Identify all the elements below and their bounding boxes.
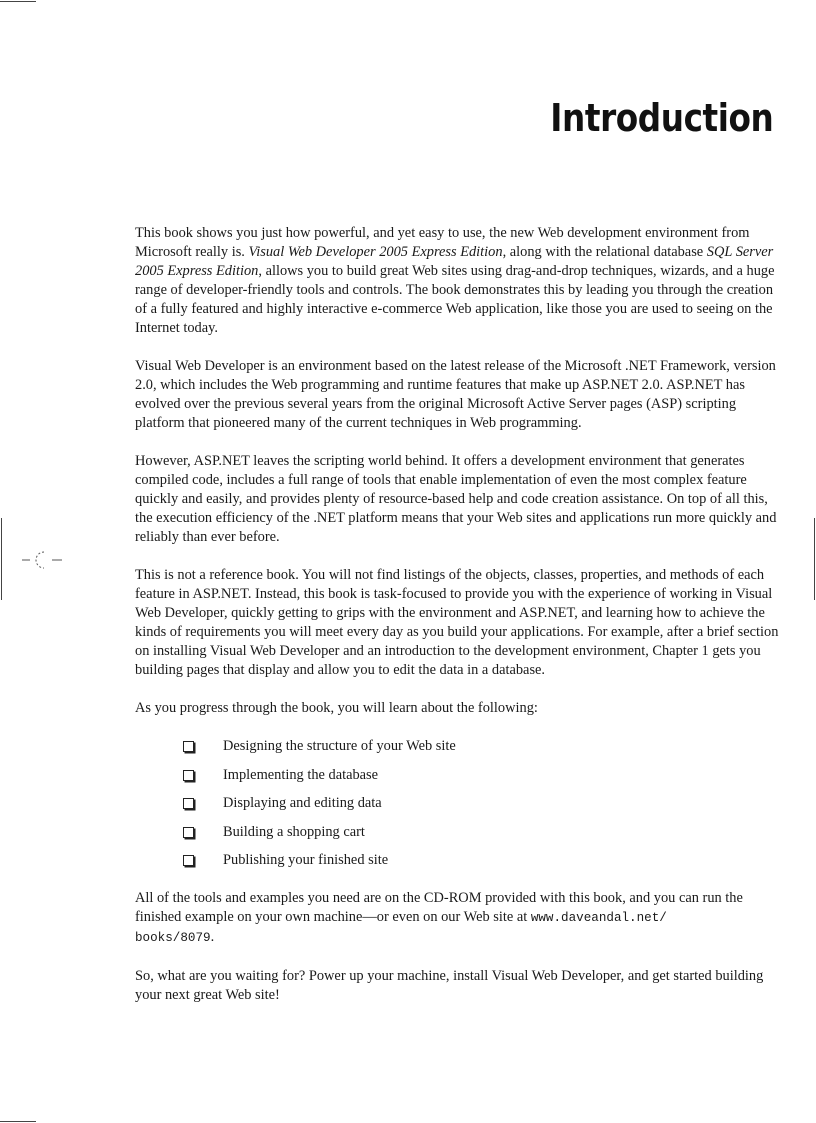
paragraph: As you progress through the book, you will learn about the following: [135,700,538,716]
registration-mark-icon [22,548,68,572]
crop-mark-top-left [0,1,36,2]
paragraph [135,224,781,338]
paragraph: So, what are you waiting for? Power up your machine, install Visual Web Developer, and get started building your next great Web site! [135,968,764,1003]
list-item-text: Designing the structure of your Web site [223,738,456,754]
crop-mark-left [1,518,2,600]
paragraph-text: This book shows you just how powerful, and yet easy to use, the new Web development environment from Microsoft really is. [135,225,750,260]
product-name: SQL Server 2005 Express Edition [135,244,774,279]
paragraph-text: All of the tools and examples you need are on the CD-ROM provided with this book, and you can run the finished example on your own machine—or even on our Web site at [135,890,743,925]
website-url-continued[interactable]: books/8079 [135,931,211,945]
website-url[interactable]: www.daveandal.net/ [530,911,667,925]
body-content [135,224,781,1024]
product-name: Visual Web Developer 2005 Express Edition [248,244,503,260]
crop-mark-bottom-left [0,1121,36,1122]
paragraph: This is not a reference book. You will not find listings of the objects, classes, properties, and methods of each feature in ASP.NET. Instead, this book is task-focused to provide you with the experience of working in Visual Web Developer, quickly getting to grips with the environment and ASP.NET, and learning how to achieve the kinds of requirements you will meet every day as you build your applications. For example, after a brief section on installing Visual Web Developer and an introduction to the development environment, Chapter 1 gets you building pages that display and allow you to edit the data in a database. [135,567,779,678]
paragraph-text: , along with the relational database [502,244,707,260]
list-item [183,737,781,756]
list-item [183,823,781,842]
list-item-text: Publishing your finished site [223,852,389,868]
paragraph-text: , allows you to build great Web sites using drag-and-drop techniques, wizards, and a huge range of developer-friendly tools and controls. The book demonstrates this by leading you through the creation of a fully featured and highly interactive e-commerce Web application, like those you are used to seeing on the Internet today. [135,263,775,336]
checkbox-bullet-icon [183,770,194,781]
checkbox-bullet-icon [183,855,194,866]
checkbox-bullet-icon [183,827,194,838]
paragraph [135,889,781,948]
topic-list [135,737,781,870]
checkbox-bullet-icon [183,798,194,809]
chapter-title: Introduction [549,96,773,140]
list-item [183,766,781,785]
crop-mark-right [814,518,815,600]
list-item-text: Implementing the database [223,766,379,783]
paragraph-text: . [210,929,215,945]
checkbox-bullet-icon [183,741,194,752]
paragraph: Visual Web Developer is an environment based on the latest release of the Microsoft .NET Framework, version 2.0, which includes the Web programming and runtime features that make up ASP.NET 2.0. ASP.NET has evolved over the previous several years from the original Microsoft Active Server pages (ASP) scripting platform that pioneered many of the current techniques in Web programming. [135,358,776,431]
list-item [183,794,781,813]
list-item-text: Building a shopping cart [223,823,365,840]
list-item-text: Displaying and editing data [223,795,382,811]
paragraph: However, ASP.NET leaves the scripting world behind. It offers a development environment that generates compiled code, includes a full range of tools that enable implementation of even the most complex feature quickly and easily, and provides plenty of resource-based help and code creation assistance. On top of all this, the execution efficiency of the .NET platform means that your Web sites and applications run more quickly and reliably than ever before. [135,453,777,545]
list-item [183,851,781,870]
